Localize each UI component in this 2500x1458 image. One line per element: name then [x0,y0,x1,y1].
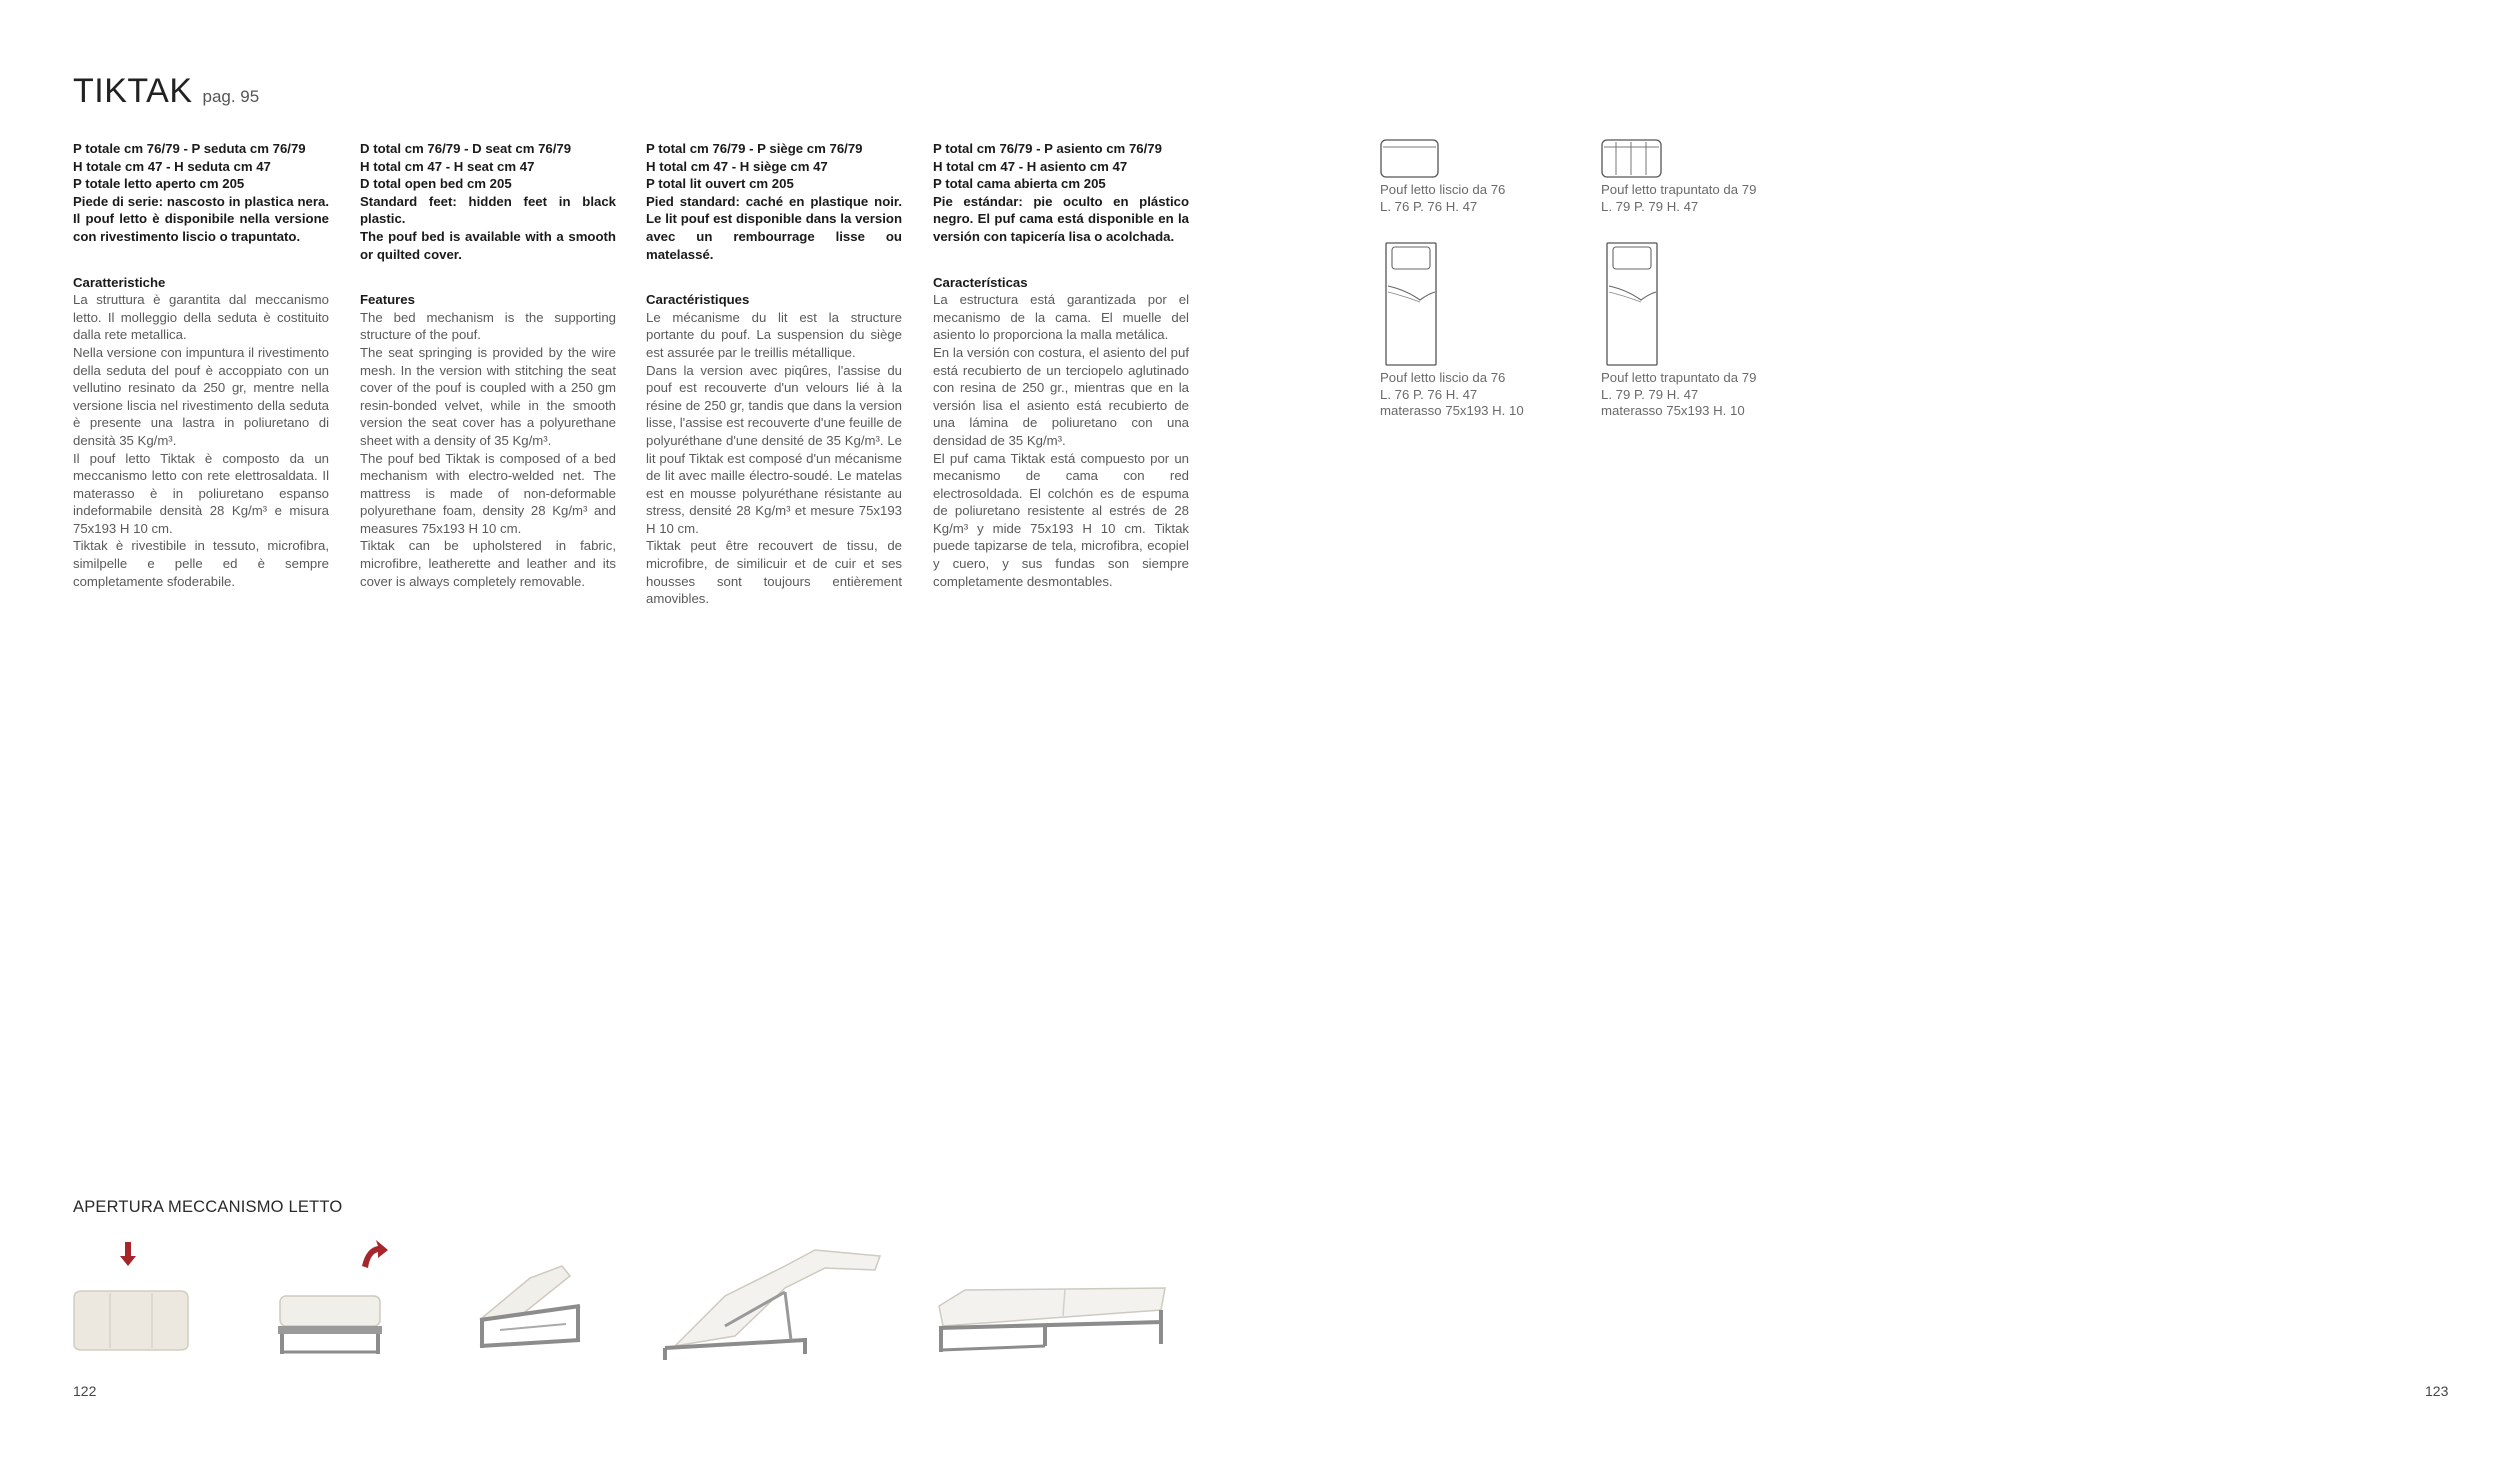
mechanism-step-closed [70,1236,220,1366]
pouf-quilted-icon [1601,138,1663,180]
mechanism-step-lift [270,1236,400,1366]
paragraph: Il pouf letto Tiktak è composto da un meccanismo letto con rete elettrosaldata. Il materasso è in poliuretano espanso indeformabile densità 28 Kg/m³ e misura 75x193 H 10 cm. [73,450,329,536]
paragraph: Tiktak peut être recouvert de tissu, de microfibre, de similicuir et de cuir et ses housses sont toujours entièrement amovibles. [646,538,902,607]
paragraph: Tiktak can be upholstered in fabric, microfibre, leatherette and leather and its cover is always completely removable. [360,538,616,589]
spec-line: H totale cm 47 - H seduta cm 47 [73,158,271,174]
mechanism-title: APERTURA MECCANISMO LETTO [73,1198,343,1216]
spec-line: The pouf bed is available with a smooth or quilted cover. [360,228,616,262]
spec-block [646,140,902,263]
unfold-bed-image [655,1236,885,1366]
spec-line: Piede di serie: nascosto in plastica nera. Il pouf letto è disponibile nella versione con rivestimento liscio o trapuntato. [73,193,329,244]
variant-dims: L. 76 P. 76 H. 47 [1380,386,1478,402]
spec-line: P totale letto aperto cm 205 [73,176,245,192]
mechanism-step-open-frame [470,1236,600,1366]
variant-name: Pouf letto liscio da 76 [1380,182,1506,197]
paragraph: En la versión con costura, el asiento del puf está recubierto de un terciopelo aglutinado con resina de 250 gr., mientras que en la versión lisa el asiento está recubierto de una lámina de poliuretano con una densidad de 35 Kg/m³. [933,344,1189,448]
spec-line: H total cm 47 - H asiento cm 47 [933,158,1128,174]
arrow-up-icon [120,1242,136,1266]
open-frame-image [470,1236,600,1366]
spec-line: P total lit ouvert cm 205 [646,176,794,192]
mechanism-step-unfold [655,1236,885,1366]
bed-open-image [925,1236,1175,1366]
spec-block [933,140,1189,246]
product-name: TIKTAK [73,72,193,110]
column-fr [646,140,902,608]
variant-dims: L. 79 P. 79 H. 47 [1601,386,1699,402]
body-text [933,291,1189,590]
spec-line: H total cm 47 - H siège cm 47 [646,158,828,174]
mechanism-step-open-bed [925,1236,1175,1366]
spec-line: P totale cm 76/79 - P seduta cm 76/79 [73,141,306,156]
spec-line: P total cm 76/79 - P asiento cm 76/79 [933,141,1162,156]
paragraph: Le mécanisme du lit est la structure portante du pouf. La suspension du siège est assurée par le treillis métallique. [646,309,902,360]
paragraph: The pouf bed Tiktak is composed of a bed mechanism with electro-welded net. The mattress is made of non-deformable polyurethane foam, density 28 Kg/m³ and measures 75x193 H 10 cm. [360,450,616,536]
variant-quilted-bed [1601,240,1801,420]
paragraph: The seat springing is provided by the wire mesh. In the version with stitching the seat cover of the pouf is coupled with a 250 gm resin-bonded velvet, while in the smooth version the seat cover has a polyurethane sheet with a density of 35 Kg/m³. [360,344,616,448]
variant-dims: L. 79 P. 79 H. 47 [1601,198,1699,214]
column-it [73,140,329,590]
page-reference: pag. 95 [202,87,260,106]
page-number-left: 122 [73,1383,97,1399]
spec-block [73,140,329,246]
body-text [73,291,329,590]
body-text [360,309,616,591]
variant-name: Pouf letto liscio da 76 [1380,370,1506,385]
paragraph: Dans la version avec piqûres, l'assise du pouf est recouverte d'un velours lié à la résine de 250 gr, tandis que dans la version lisse, l'assise est recouverte d'une feuille de polyuréthane d'une densité de 35 Kg/m³. Le lit pouf Tiktak est composé d'un mécanisme de lit avec maille électro-soudé. Le matelas est en mousse polyuréthane résistante au stress, densité 28 Kg/m³ et mesure 75x193 H 10 cm. [646,362,902,536]
variant-smooth-bed [1380,240,1580,420]
spec-line: Standard feet: hidden feet in black plastic. [360,193,616,227]
column-en [360,140,616,590]
section-heading: Caratteristiche [73,274,166,290]
variant-dims: L. 76 P. 76 H. 47 [1380,198,1478,214]
page-number-right: 123 [2425,1383,2449,1399]
arrow-curve-icon [362,1240,388,1268]
page-title [73,72,259,111]
bed-quilted-icon [1601,240,1661,368]
section-heading: Features [360,292,415,308]
spec-line: P total cm 76/79 - P siège cm 76/79 [646,141,863,156]
paragraph: Tiktak è rivestibile in tessuto, microfibra, similpelle e pelle ed è sempre completamente sfoderabile. [73,538,329,589]
pouf-closed-image [70,1236,220,1366]
paragraph: El puf cama Tiktak está compuesto por un mecanismo de cama con red electrosoldada. El colchón es de espuma de poliuretano resistente al estrés de 28 Kg/m³ y mide 75x193 H 10 cm. Tiktak puede tapizarse de tela, microfibra, ecopiel y cuero, y sus fundas son siempre completamente desmontables. [933,450,1189,589]
bed-smooth-icon [1380,240,1440,368]
pouf-smooth-icon [1380,138,1440,180]
spec-block [360,140,616,263]
paragraph: Nella versione con impuntura il rivestimento della seduta del pouf è accoppiato con un vellutino resinato da 250 gr, mentre nella versione liscia nel rivestimento della seduta è presente una lastra in poliuretano di densità 35 Kg/m³. [73,344,329,448]
variant-quilted-pouf [1601,138,1801,215]
paragraph: La estructura está garantizada por el mecanismo de la cama. El muelle del asiento lo proporciona la malla metálica. [933,292,1189,343]
spec-line: H total cm 47 - H seat cm 47 [360,158,535,174]
spec-line: Pied standard: caché en plastique noir. Le lit pouf est disponible dans la version avec un rembourrage lisse ou matelassé. [646,193,902,262]
spec-line: D total open bed cm 205 [360,176,512,192]
body-text [646,309,902,608]
spec-line: D total cm 76/79 - D seat cm 76/79 [360,141,572,156]
paragraph: La struttura è garantita dal meccanismo letto. Il molleggio della seduta è costituito dalla rete metallica. [73,292,329,343]
spec-line: Pie estándar: pie oculto en plástico negro. El puf cama está disponible en la versión con tapicería lisa o acolchada. [933,193,1189,244]
variant-name: Pouf letto trapuntato da 79 [1601,370,1757,385]
variant-mattress: materasso 75x193 H. 10 [1380,403,1524,418]
variant-mattress: materasso 75x193 H. 10 [1601,403,1745,418]
paragraph: The bed mechanism is the supporting structure of the pouf. [360,309,616,343]
column-es [933,140,1189,590]
spec-line: P total cama abierta cm 205 [933,176,1106,192]
lift-cushion-image [270,1236,400,1366]
variant-name: Pouf letto trapuntato da 79 [1601,182,1757,197]
section-heading: Caractéristiques [646,292,750,308]
variant-smooth-pouf [1380,138,1580,215]
section-heading: Características [933,274,1028,290]
